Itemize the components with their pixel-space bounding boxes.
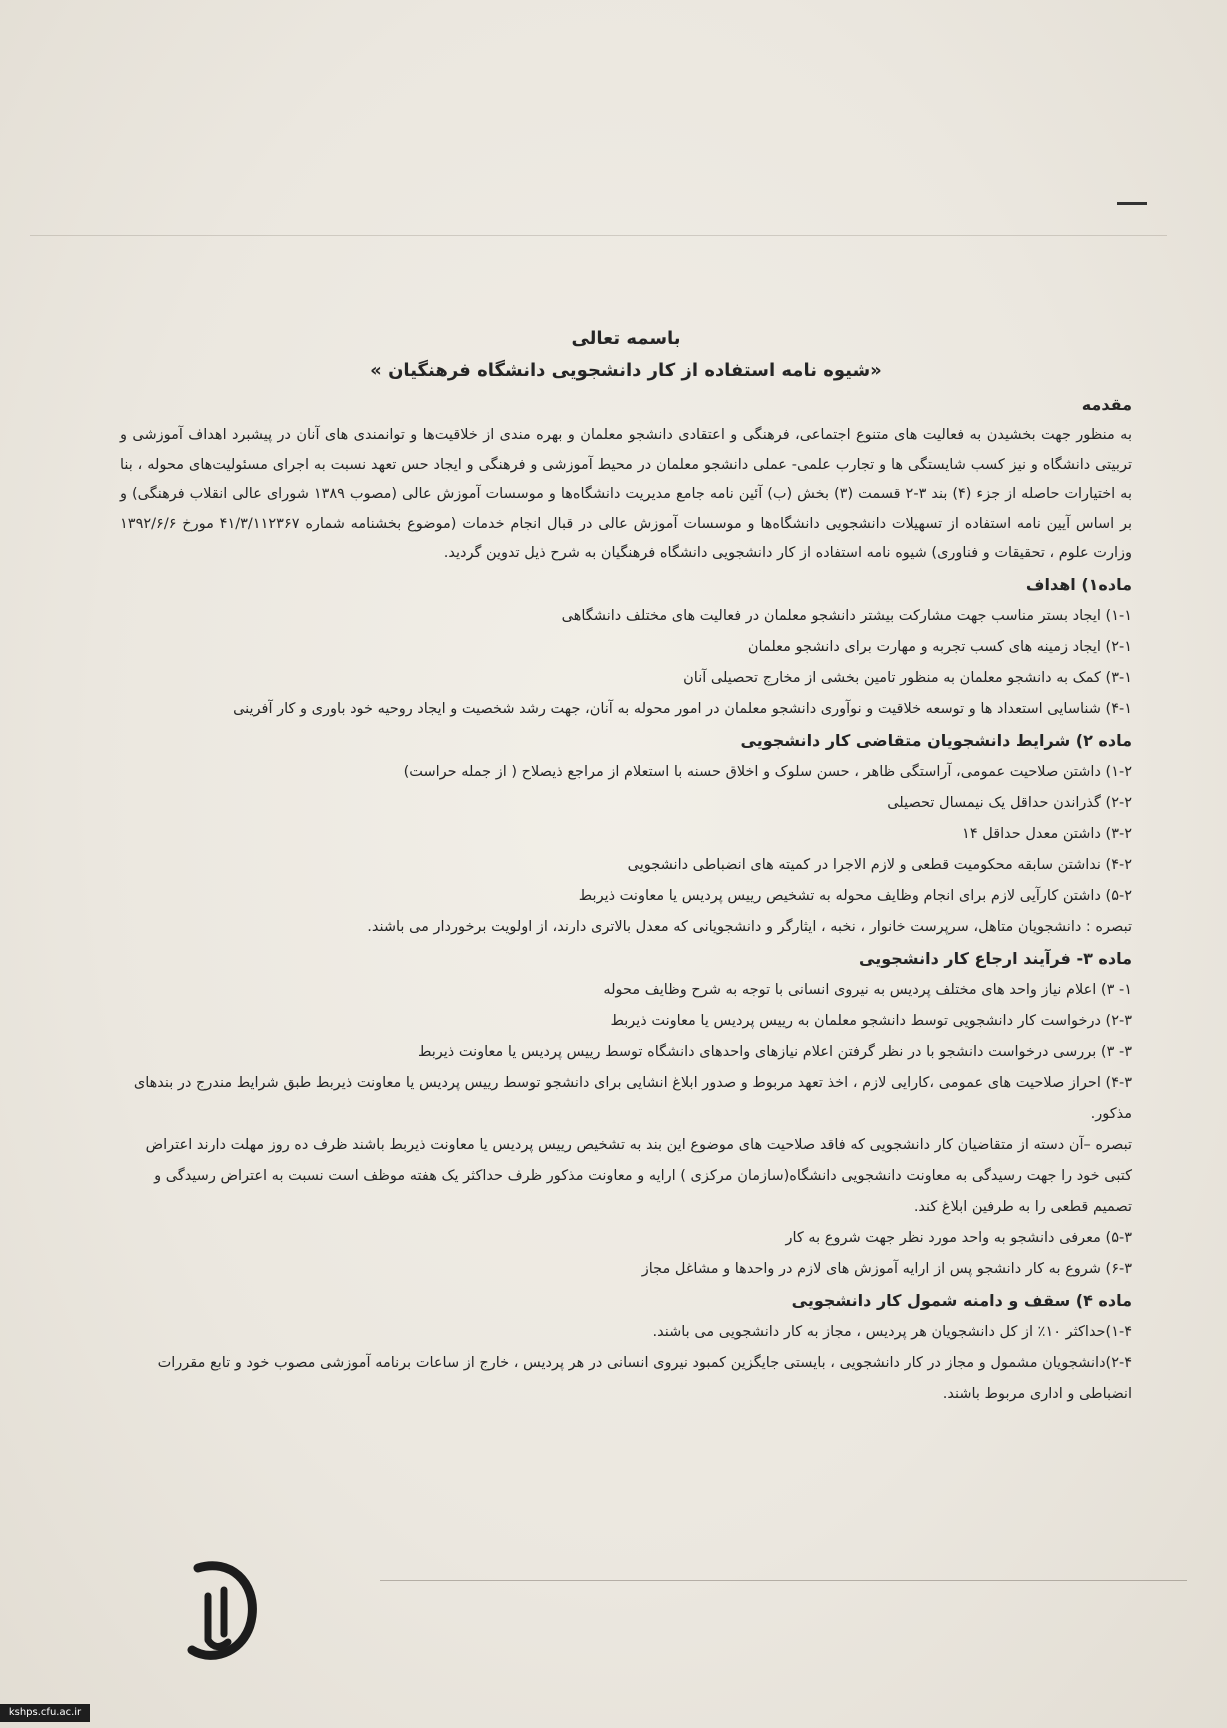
document-body [120, 325, 1132, 1410]
university-logo-icon [178, 1560, 258, 1670]
article2-heading: ماده ۲) شرایط دانشجویان متقاضی کار دانشجویی [740, 730, 1132, 750]
bottom-rule [380, 1580, 1187, 1581]
intro-heading: مقدمه [1081, 395, 1132, 414]
article4-heading: ماده ۴) سقف و دامنه شمول کار دانشجویی [791, 1290, 1132, 1310]
article1-item: ۳-۱) کمک به دانشجو معلمان به منظور تامین بخشی از مخارج تحصیلی آنان [683, 669, 1132, 686]
article3-note: تبصره –آن دسته از متقاضیان کار دانشجویی که فاقد صلاحیت های موضوع این بند به تشخیص رییس پردیس یا معاونت ذیربط باشند ظرف ده روز مهلت دارند اعتراض کتبی خود را جهت رسیدگی به معاونت دانشجویی دانشگاه(سازمان مرکزی ) ارایه و معاونت مذکور ظرف حداکثر یک هفته موظف است نسبت به اعتراض رسیدگی و تصمیم قطعی را به طرفین ابلاغ کند. [145, 1136, 1132, 1215]
article3-item: ۵-۳) معرفی دانشجو به واحد مورد نظر جهت شروع به کار [785, 1229, 1132, 1246]
article2-note: تبصره : دانشجویان متاهل، سرپرست خانوار ، نخبه ، ایثارگر و دانشجویانی که معدل بالاتری دارند، از اولویت برخوردار می باشند. [367, 918, 1132, 935]
article3-item: ۲-۳) درخواست کار دانشجویی توسط دانشجو معلمان به رییس پردیس یا معاونت ذیربط [610, 1012, 1132, 1029]
article3-item: ۶-۳) شروع به کار دانشجو پس از ارایه آموزش های لازم در واحدها و مشاغل مجاز [641, 1260, 1132, 1277]
article3-heading: ماده ۳- فرآیند ارجاع کار دانشجویی [859, 948, 1132, 968]
article1-item: ۲-۱) ایجاد زمینه های کسب تجربه و مهارت برای دانشجو معلمان [747, 638, 1132, 655]
top-fold-line [30, 235, 1167, 236]
intro-paragraph: به منظور جهت بخشیدن به فعالیت های متنوع اجتماعی، فرهنگی و اعتقادی دانشجو معلمان و بهره مندی از خلاقیت‌ها و توانمندی های آنان در پیشبرد اهداف آموزشی و تربیتی دانشگاه و نیز کسب شایستگی ها و تجارب علمی- عملی دانشجو معلمان در محیط آموزشی و فرهنگی و ایجاد حس تعهد نسبت به اجرای مسئولیت‌های محوله ، بنا به اختیارات حاصله از جزء (۴) بند ۳-۲ قسمت (۳) بخش (ب) آئین نامه جامع مدیریت دانشگاه‌ها و موسسات آموزش عالی (مصوب ۱۳۸۹ شورای عالی انقلاب فرهنگی) و بر اساس آیین نامه استفاده از تسهیلات دانشجویی دانشگاه‌ها و موسسات آموزش عالی در قبال انجام خدمات (موضوع بخشنامه شماره ۴۱/۳/۱۱۲۳۶۷ مورخ ۱۳۹۲/۶/۶ وزارت علوم ، تحقیقات و فناوری) شیوه نامه استفاده از کار دانشجویی دانشگاه فرهنگیان به شرح ذیل تدوین گردید. [120, 427, 1132, 561]
article2-item: ۲-۲) گذراندن حداقل یک نیمسال تحصیلی [887, 794, 1132, 811]
article3-item: ۱- ۳) اعلام نیاز واحد های مختلف پردیس به نیروی انسانی با توجه به شرح وظایف محوله [603, 981, 1132, 998]
article2-item: ۵-۲) داشتن کارآیی لازم برای انجام وظایف محوله به تشخیص رییس پردیس یا معاونت ذیربط [578, 887, 1132, 904]
document-title: «شیوه نامه استفاده از کار دانشجویی دانشگاه فرهنگیان » [370, 360, 882, 381]
article4-item: ۱-۴)حداکثر ۱۰٪ از کل دانشجویان هر پردیس ، مجاز به کار دانشجویی می باشند. [652, 1323, 1132, 1340]
article2-item: ۴-۲) نداشتن سابقه محکومیت قطعی و لازم الاجرا در کمیته های انضباطی دانشجویی [627, 856, 1132, 873]
site-watermark: kshps.cfu.ac.ir [0, 1704, 90, 1722]
article3-item: ۴-۳) احراز صلاحیت های عمومی ،کارایی لازم ، اخذ تعهد مربوط و صدور ابلاغ انشایی برای دانشجو توسط رییس پردیس یا معاونت ذیربط طبق شرایط مندرج در بندهای مذکور. [133, 1074, 1132, 1122]
invocation: باسمه تعالی [571, 328, 681, 349]
article2-item: ۱-۲) داشتن صلاحیت عمومی، آراستگی ظاهر ، حسن سلوک و اخلاق حسنه با استعلام از مراجع ذیصلاح ( از جمله حراست) [403, 763, 1132, 780]
article3-item: ۳- ۳) بررسی درخواست دانشجو با در نظر گرفتن اعلام نیازهای واحدهای دانشگاه توسط رییس پردیس یا معاونت ذیربط [417, 1043, 1132, 1060]
article1-item: ۴-۱) شناسایی استعداد ها و توسعه خلاقیت و نوآوری دانشجو معلمان در امور محوله به آنان، جهت رشد شخصیت و ایجاد روحیه خود باوری و کار آفرینی [233, 700, 1132, 717]
article4-item: ۲-۴)دانشجویان مشمول و مجاز در کار دانشجویی ، بایستی جایگزین کمبود نیروی انسانی در هر پردیس ، خارج از ساعات برنامه آموزشی مصوب خود و تابع مقررات انضباطی و اداری مربوط باشند. [157, 1354, 1132, 1402]
article1-heading: ماده۱) اهداف [1025, 574, 1132, 594]
article1-item: ۱-۱) ایجاد بستر مناسب جهت مشارکت بیشتر دانشجو معلمان در فعالیت های مختلف دانشگاهی [561, 607, 1132, 624]
corner-dash-mark [1117, 202, 1147, 205]
article2-item: ۳-۲) داشتن معدل حداقل ۱۴ [962, 825, 1132, 842]
